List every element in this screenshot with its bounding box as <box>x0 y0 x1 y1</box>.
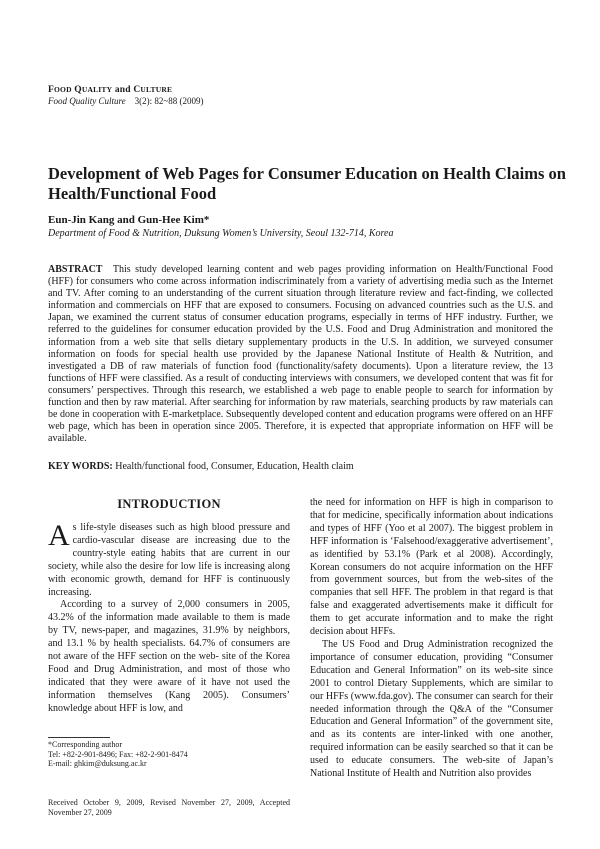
corresponding-author-footnote <box>48 740 290 769</box>
footnote-corresponding: *Corresponding author <box>48 740 122 749</box>
journal-citation: Food Quality Culture 3(2): 82~88 (2009) <box>48 96 204 106</box>
abstract-label: ABSTRACT <box>48 264 103 275</box>
intro-paragraph: As life-style diseases such as high blood pressure and cardio-vascular disease are increasing due to the country-style eating habits that are current in our society, while also the desire for low life is increasing along with economic growth, demand for HFF is continuously increasing. <box>48 519 290 598</box>
footnote-email: E-mail: ghkim@duksung.ac.kr <box>48 759 147 769</box>
intro-paragraph-4: The US Food and Drug Administration recognized the importance of consumer education, providing “Consumer Education and General Information” on its web-site since 2001 to control Dietary Supplements, which are similar to our HFFs (www.fda.gov). The consumer can search for their needed information through the Q&A of the “Consumer Education and General Information” of the government site, and as its contents are inter-linked with one another, required information can be easily searched so that it can be used to educate consumers. The web-site of Japan’s National Institute of Health and Nutrition also provides <box>310 638 553 780</box>
section-heading: INTRODUCTION <box>117 497 221 511</box>
keywords-text: Health/functional food, Consumer, Education, Health claim <box>115 461 354 472</box>
abstract-text: This study developed learning content and web pages providing information on Health/Functional Food (HFF) for consumers who come across information indiscriminately from a variety of advertising media such as the Internet and TV. After coming to an understanding of the current situation through literature review and fact-finding, we collected information and commercials on HFF that are exposed to consumers. Focusing on advanced countries such as the U.S. and Japan, we examined the current status of consumer education programs, especially in terms of HFF industry. Further, we referred to the guidelines for consumer education provided by the U.S. Food and Drug Administration and monitored the information from a web site that sells dietary supplementary products in the U.S. In addition, we surveyed consumer information on foods for special health use provided by the Japanese National Institute of Health & Nutrition, and investigated a DB of raw materials of function food (functionality/safety documents). Upon a literature review, the 13 functions of HFF were classified. As a result of conducting interviews with consumers, we developed content that was fit for consumers’ perspectives. Through this research, we established a web page to enable people to search for information by function and then by raw material. After searching for information by raw materials, searching products by raw materials can be done in cooperation with E-marketplace. Subsequently developed content and education programs were offered on an HFF web page, which has been in operation since 2005. Therefore, it is expected that appropriate information on HFF will be available. <box>48 264 553 445</box>
article-title: Development of Web Pages for Consumer Education on Health Claims on Health/Functional Food <box>48 164 566 203</box>
keywords-label: KEY WORDS: <box>48 461 113 472</box>
keywords <box>48 461 553 472</box>
journal-header <box>48 84 204 107</box>
abstract <box>48 264 553 445</box>
left-column <box>48 497 290 716</box>
right-column <box>310 497 553 781</box>
author-list: Eun-Jin Kang and Gun-Hee Kim* <box>48 214 210 226</box>
journal-name: FOOD QUALITY and CULTURE <box>48 85 173 95</box>
intro-paragraph-3: the need for information on HFF is high in comparison to that for medicine, specifically information about indications and types of HFF (Yoo et al 2007). The biggest problem in HFF information is ‘Falsehood/exaggerative advertisement’, as identified by 53.1% (Park et al 2008). Accordingly, Korean consumers do not acquire information on the HFF from government sources, but from the web-sites of the companies that sell HFF. The problem in that regard is that false and exaggerated advertisements make it difficult for them to get accurate information and to make the right decision about HFFs. <box>310 497 553 638</box>
footnote-phone: Tel: +82-2-901-8496; Fax: +82-2-901-8474 <box>48 749 188 759</box>
received-dates: Received October 9, 2009, Revised November 27, 2009, Accepted November 27, 2009 <box>48 798 290 818</box>
drop-cap: A <box>48 519 70 552</box>
author-affiliation: Department of Food & Nutrition, Duksung Women’s University, Seoul 132-714, Korea <box>48 228 394 239</box>
footnote-divider <box>48 737 110 738</box>
intro-paragraph-2: According to a survey of 2,000 consumers in 2005, 43.2% of the information made available to them is made by TV, news-paper, and magazines, 31.9% by neighbors, and 13.1 % by health specialists. 64.7% of consumers are not aware of the HFF section on the web- site of the Korea Food and Drug Administration, and most of those who indicated that they were aware of it have not used the information themselves (Kang 2005). Consumers’ knowledge about HFF is low, and <box>48 599 290 714</box>
